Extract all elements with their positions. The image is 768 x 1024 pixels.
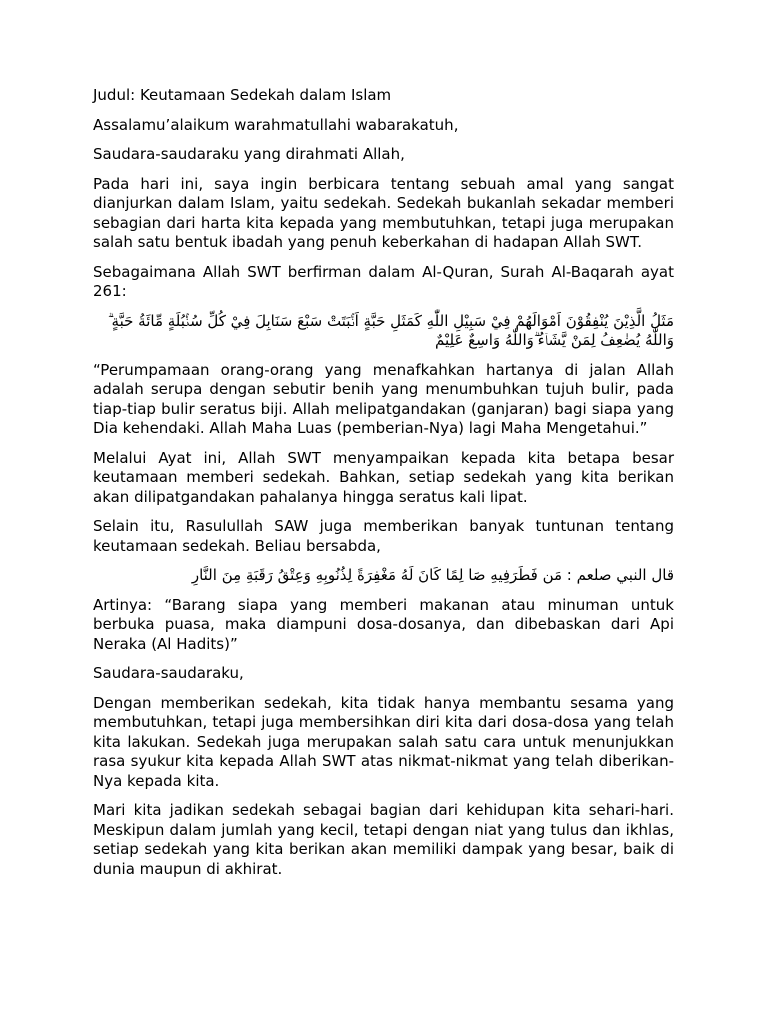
address-brethren: Saudara-saudaraku, (93, 664, 244, 682)
document-title: Judul: Keutamaan Sedekah dalam Islam (93, 86, 392, 104)
body-paragraph-1: Dengan memberikan sedekah, kita tidak hanya membantu sesama yang membutuhkan, tetapi juga membersihkan diri kita dari dosa-dosa yang telah kita lakukan. Sedekah juga merupakan salah satu cara untuk menunjukkan rasa syukur kita kepada Allah SWT atas nikmat-nikmat yang telah diberikan-Nya kepada kita. (93, 693, 674, 790)
hadith-intro: Selain itu, Rasulullah SAW juga memberikan banyak tuntunan tentang keutamaan sedekah. Beliau bersabda, (93, 517, 674, 555)
greeting: Assalamu’alaikum warahmatullahi wabarakatuh, (93, 115, 459, 134)
body-paragraph-2: Mari kita jadikan sedekah sebagai bagian dari kehidupan kita sehari-hari. Meskipun dalam jumlah yang kecil, tetapi dengan niat yang tulus dan ikhlas, setiap sedekah yang kita berikan akan memiliki dampak yang besar, baik di dunia maupun di akhirat. (93, 801, 674, 878)
quran-explanation: Melalui Ayat ini, Allah SWT menyampaikan kepada kita betapa besar keutamaan memberi sedekah. Bahkan, setiap sedekah yang kita berikan akan dilipatgandakan pahalanya hingga seratus kali lipat. (93, 448, 674, 506)
address-audience: Saudara-saudaraku yang dirahmati Allah, (93, 145, 405, 163)
quran-verse-arabic: مَثَلُ الَّذِيْنَ يُنْفِقُوْنَ اَمْوَالَهُمْ فِيْ سَبِيْلِ اللّٰهِ كَمَثَلِ حَبَّةٍ اَنْۢبَتَتْ سَبْعَ سَنَابِلَ فِيْ كُلِّ سُنْۢبُلَةٍ مِّائَةُ حَبَّةٍ ۗ وَاللّٰهُ يُضٰعِفُ لِمَنْ يَّشَاۤءُ ۗوَاللّٰهُ وَاسِعٌ عَلِيْمٌ (107, 311, 674, 349)
quran-translation: “Perumpamaan orang-orang yang menafkahkan hartanya di jalan Allah adalah serupa dengan sebutir benih yang menumbuhkan tujuh bulir, pada tiap-tiap bulir seratus biji. Allah melipatgandakan (ganjaran) bagi siapa yang Dia kehendaki. Allah Maha Luas (pemberian-Nya) lagi Maha Mengetahui.” (93, 360, 674, 437)
intro-paragraph: Pada hari ini, saya ingin berbicara tentang sebuah amal yang sangat dianjurkan dalam Islam, yaitu sedekah. Sedekah bukanlah sekadar memberi sebagian dari harta kita kepada yang membutuhkan, tetapi juga merupakan salah satu bentuk ibadah yang penuh keberkahan di hadapan Allah SWT. (93, 174, 674, 251)
hadith-translation: Artinya: “Barang siapa yang memberi makanan atau minuman untuk berbuka puasa, maka diampuni dosa-dosanya, dan dibebaskan dari Api Neraka (Al Hadits)” (93, 595, 674, 653)
hadith-arabic: قال النبي صلعم : مَن فَطَرَفِيهِ صَا لِمًا كَانَ لَهُ مَغْفِرَةً لِذُنُوبِهِ وَعِتْقُ رَقَبَةِ مِنَ النَّارِ (191, 566, 674, 584)
quran-intro: Sebagaimana Allah SWT berfirman dalam Al-Quran, Surah Al-Baqarah ayat 261: (93, 262, 674, 300)
